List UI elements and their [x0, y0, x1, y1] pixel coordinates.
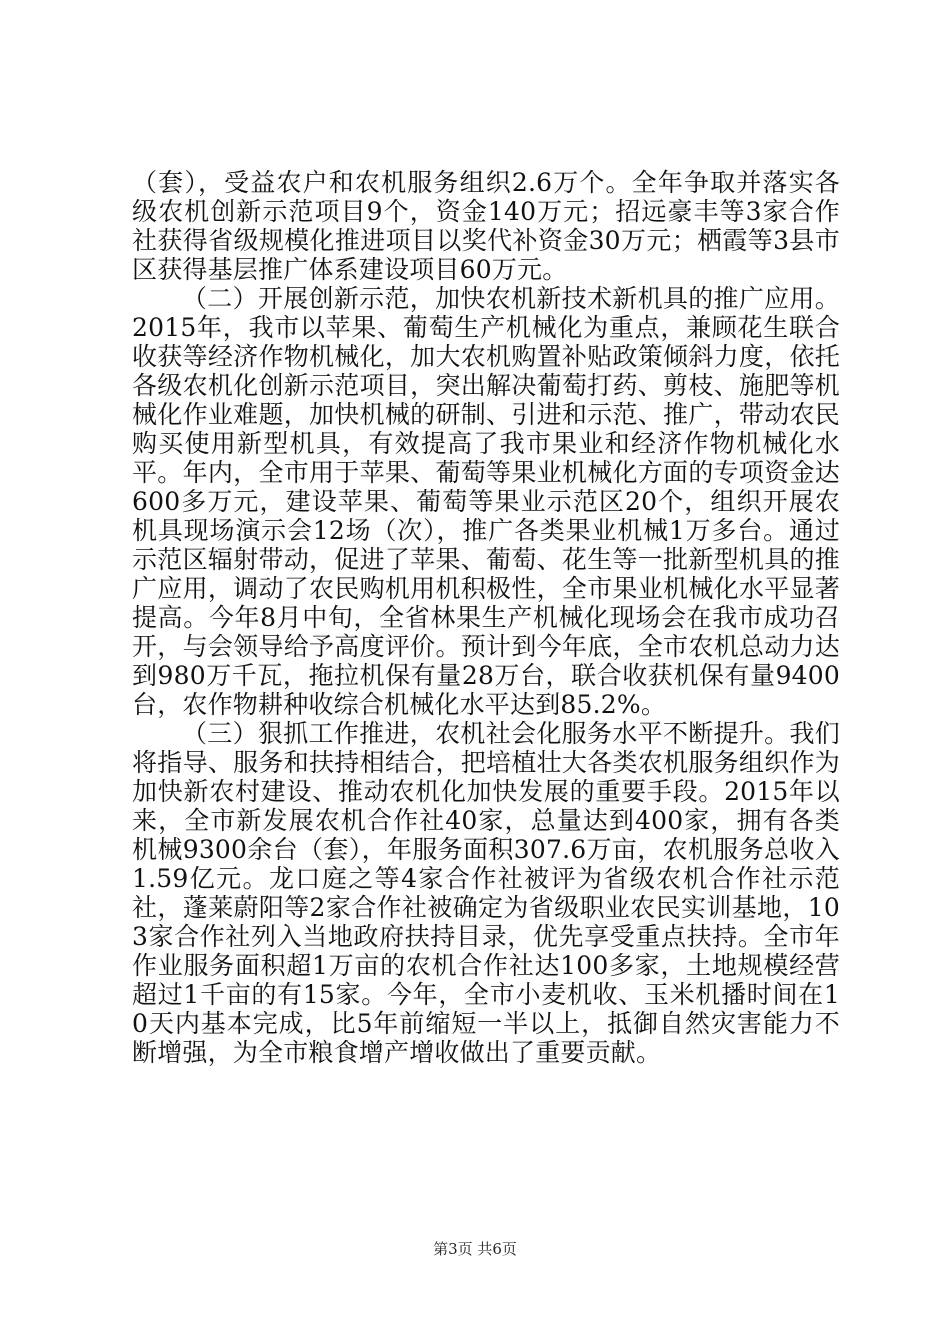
paragraph-3: （三）狠抓工作推进，农机社会化服务水平不断提升。我们将指导、服务和扶持相结合，把培植壮大各类农机服务组织作为加快新农村建设、推动农机化加快发展的重要手段。2015年以来，全市新发展农机合作社40家，总量达到400家，拥有各类机械9300余台（套），年服务面积307.6万亩，农机服务总收入1.59亿元。龙口庭之等4家合作社被评为省级农机合作社示范社，蓬莱蔚阳等2家合作社被确定为省级职业农民实训基地，103家合作社列入当地政府扶持目录，优先享受重点扶持。全市年作业服务面积超1万亩的农机合作社达100多家，土地规模经营超过1千亩的有15家。今年，全市小麦机收、玉米机播时间在10天内基本完成，比5年前缩短一半以上，抵御自然灾害能力不断增强，为全市粮食增产增收做出了重要贡献。	[132, 719, 840, 1067]
page-number: 第3页 共6页	[433, 1240, 517, 1258]
paragraph-2: （二）开展创新示范，加快农机新技术新机具的推广应用。2015年，我市以苹果、葡萄生产机械化为重点，兼顾花生联合收获等经济作物机械化，加大农机购置补贴政策倾斜力度，依托各级农机化创新示范项目，突出解决葡萄打药、剪枝、施肥等机械化作业难题，加快机械的研制、引进和示范、推广，带动农民购买使用新型机具，有效提高了我市果业和经济作物机械化水平。年内，全市用于苹果、葡萄等果业机械化方面的专项资金达600多万元，建设苹果、葡萄等果业示范区20个，组织开展农机具现场演示会12场（次），推广各类果业机械1万多台。通过示范区辐射带动，促进了苹果、葡萄、花生等一批新型机具的推广应用，调动了农民购机用机积极性，全市果业机械化水平显著提高。今年8月中旬，全省林果生产机械化现场会在我市成功召开，与会领导给予高度评价。预计到今年底，全市农机总动力达到980万千瓦，拖拉机保有量28万台，联合收获机保有量9400台，农作物耕种收综合机械化水平达到85.2%。	[132, 284, 840, 719]
paragraph-1: （套），受益农户和农机服务组织2.6万个。全年争取并落实各级农机创新示范项目9个，资金140万元；招远豪丰等3家合作社获得省级规模化推进项目以奖代补资金30万元；栖霞等3县市区获得基层推广体系建设项目60万元。	[132, 168, 840, 284]
document-body	[132, 168, 840, 1067]
